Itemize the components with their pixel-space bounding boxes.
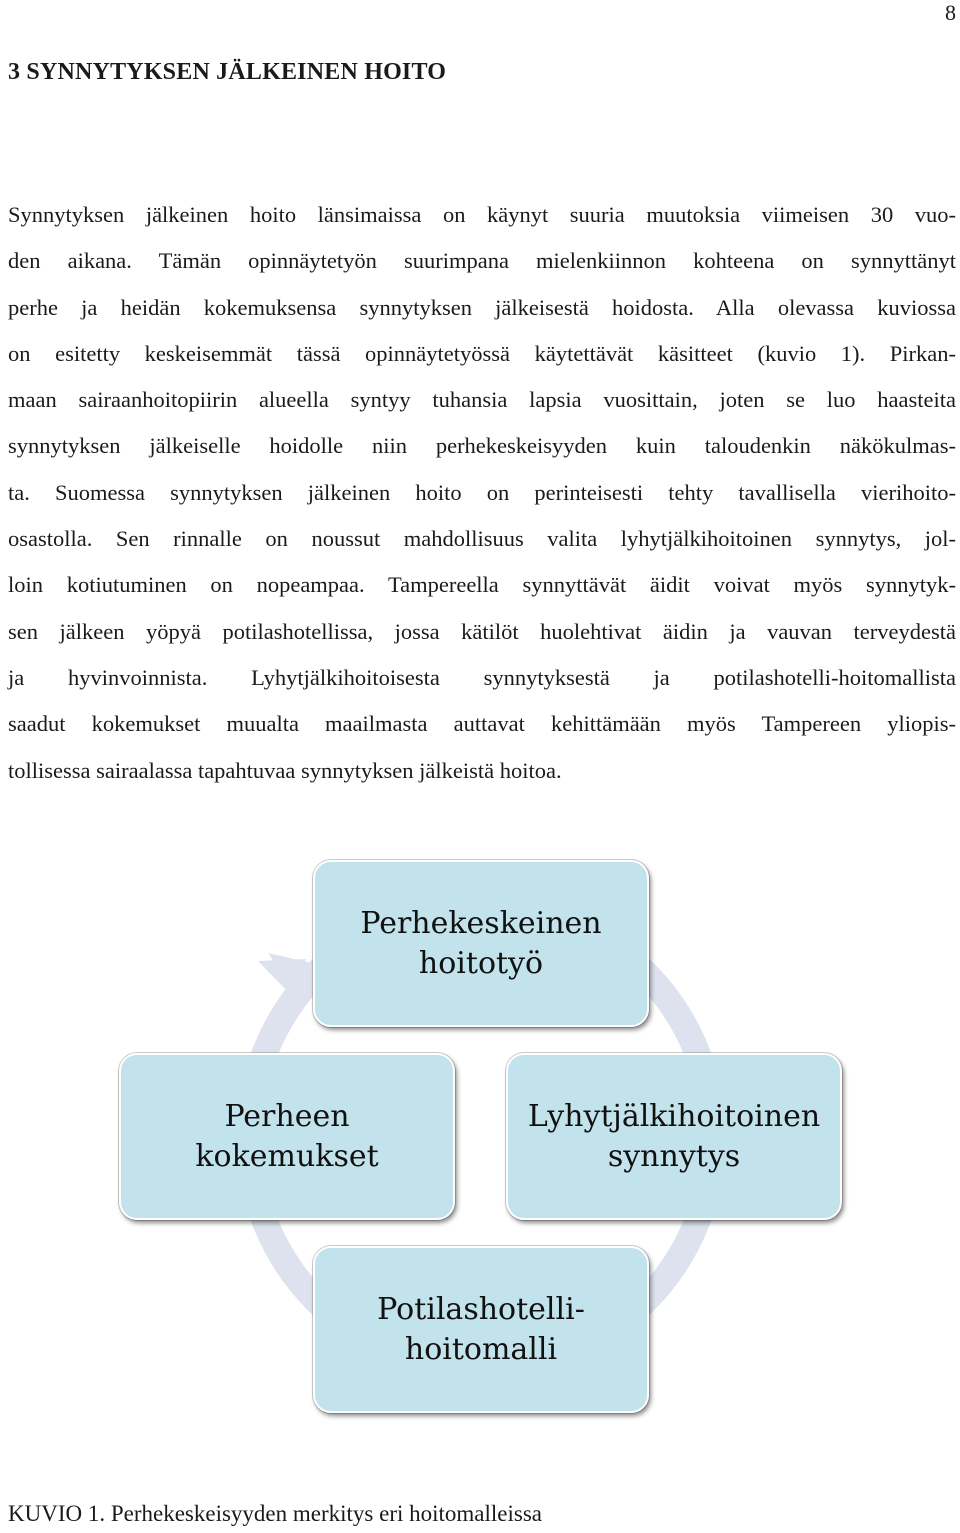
body-line: sen jälkeen yöpyä potilashotellissa, jossa kätilöt huolehtivat äidin ja vauvan terveydestä — [8, 618, 956, 644]
body-line: tollisessa sairaalassa tapahtuvaa synnytyksen jälkeistä hoitoa. — [8, 757, 562, 783]
node-label-line: hoitomalli — [404, 1331, 558, 1367]
node-lyhytjalkihoitoinen-synnytys — [506, 1053, 842, 1220]
node-potilashotelli-hoitomalli — [313, 1246, 649, 1413]
node-label-line: Perheen — [224, 1098, 350, 1134]
node-perheen-kokemukset — [119, 1053, 455, 1220]
chapter-title: 3 SYNNYTYKSEN JÄLKEINEN HOITO — [8, 59, 447, 85]
body-line: loin kotiutuminen on nopeampaa. Tampereella synnyttävät äidit voivat myös synnytyk- — [8, 572, 956, 598]
node-label-line: Potilashotelli- — [377, 1291, 585, 1327]
cycle-diagram — [0, 845, 960, 1435]
body-line: saadut kokemukset muualta maailmasta auttavat kehittämään myös Tampereen yliopis- — [8, 711, 956, 737]
body-line: den aikana. Tämän opinnäytetyön suurimpana mielenkiinnon kohteena on synnyttänyt — [8, 248, 956, 274]
node-label-line: synnytys — [607, 1138, 741, 1174]
node-label-line: hoitotyö — [418, 945, 544, 981]
body-line: on esitetty keskeisemmät tässä opinnäytetyössä käytettävät käsitteet (kuvio 1). Pirkan- — [8, 340, 956, 366]
node-label-line: Perhekeskeinen — [360, 905, 602, 941]
body-line: ja hyvinvoinnista. Lyhytjälkihoitoisesta synnytyksestä ja potilashotelli-hoitomallista — [8, 664, 956, 690]
body-line: osastolla. Sen rinnalle on noussut mahdollisuus valita lyhytjälkihoitoinen synnytys, jol- — [8, 526, 956, 552]
body-line: Synnytyksen jälkeinen hoito länsimaissa on käynyt suuria muutoksia viimeisen 30 vuo- — [8, 202, 956, 227]
page-number: 8 — [945, 0, 956, 25]
node-label-line: Lyhytjälkihoitoinen — [527, 1098, 821, 1134]
node-label-line: kokemukset — [195, 1138, 379, 1174]
body-line: ta. Suomessa synnytyksen jälkeinen hoito on perinteisesti tehty tavallisella vierihoito- — [8, 479, 956, 505]
figure-caption: KUVIO 1. Perhekeskeisyyden merkitys eri hoitomalleissa — [8, 1501, 542, 1526]
body-line: maan sairaanhoitopiirin alueella syntyy tuhansia lapsia vuosittain, joten se luo haasteita — [8, 387, 956, 413]
body-line: synnytyksen jälkeiselle hoidolle niin perhekeskeisyyden kuin taloudenkin näkökulmas- — [8, 433, 956, 459]
body-paragraph — [8, 193, 956, 795]
body-line: perhe ja heidän kokemuksensa synnytyksen jälkeisestä hoidosta. Alla olevassa kuviossa — [8, 294, 956, 320]
node-perhekeskeinen-hoitotyo — [313, 860, 649, 1027]
